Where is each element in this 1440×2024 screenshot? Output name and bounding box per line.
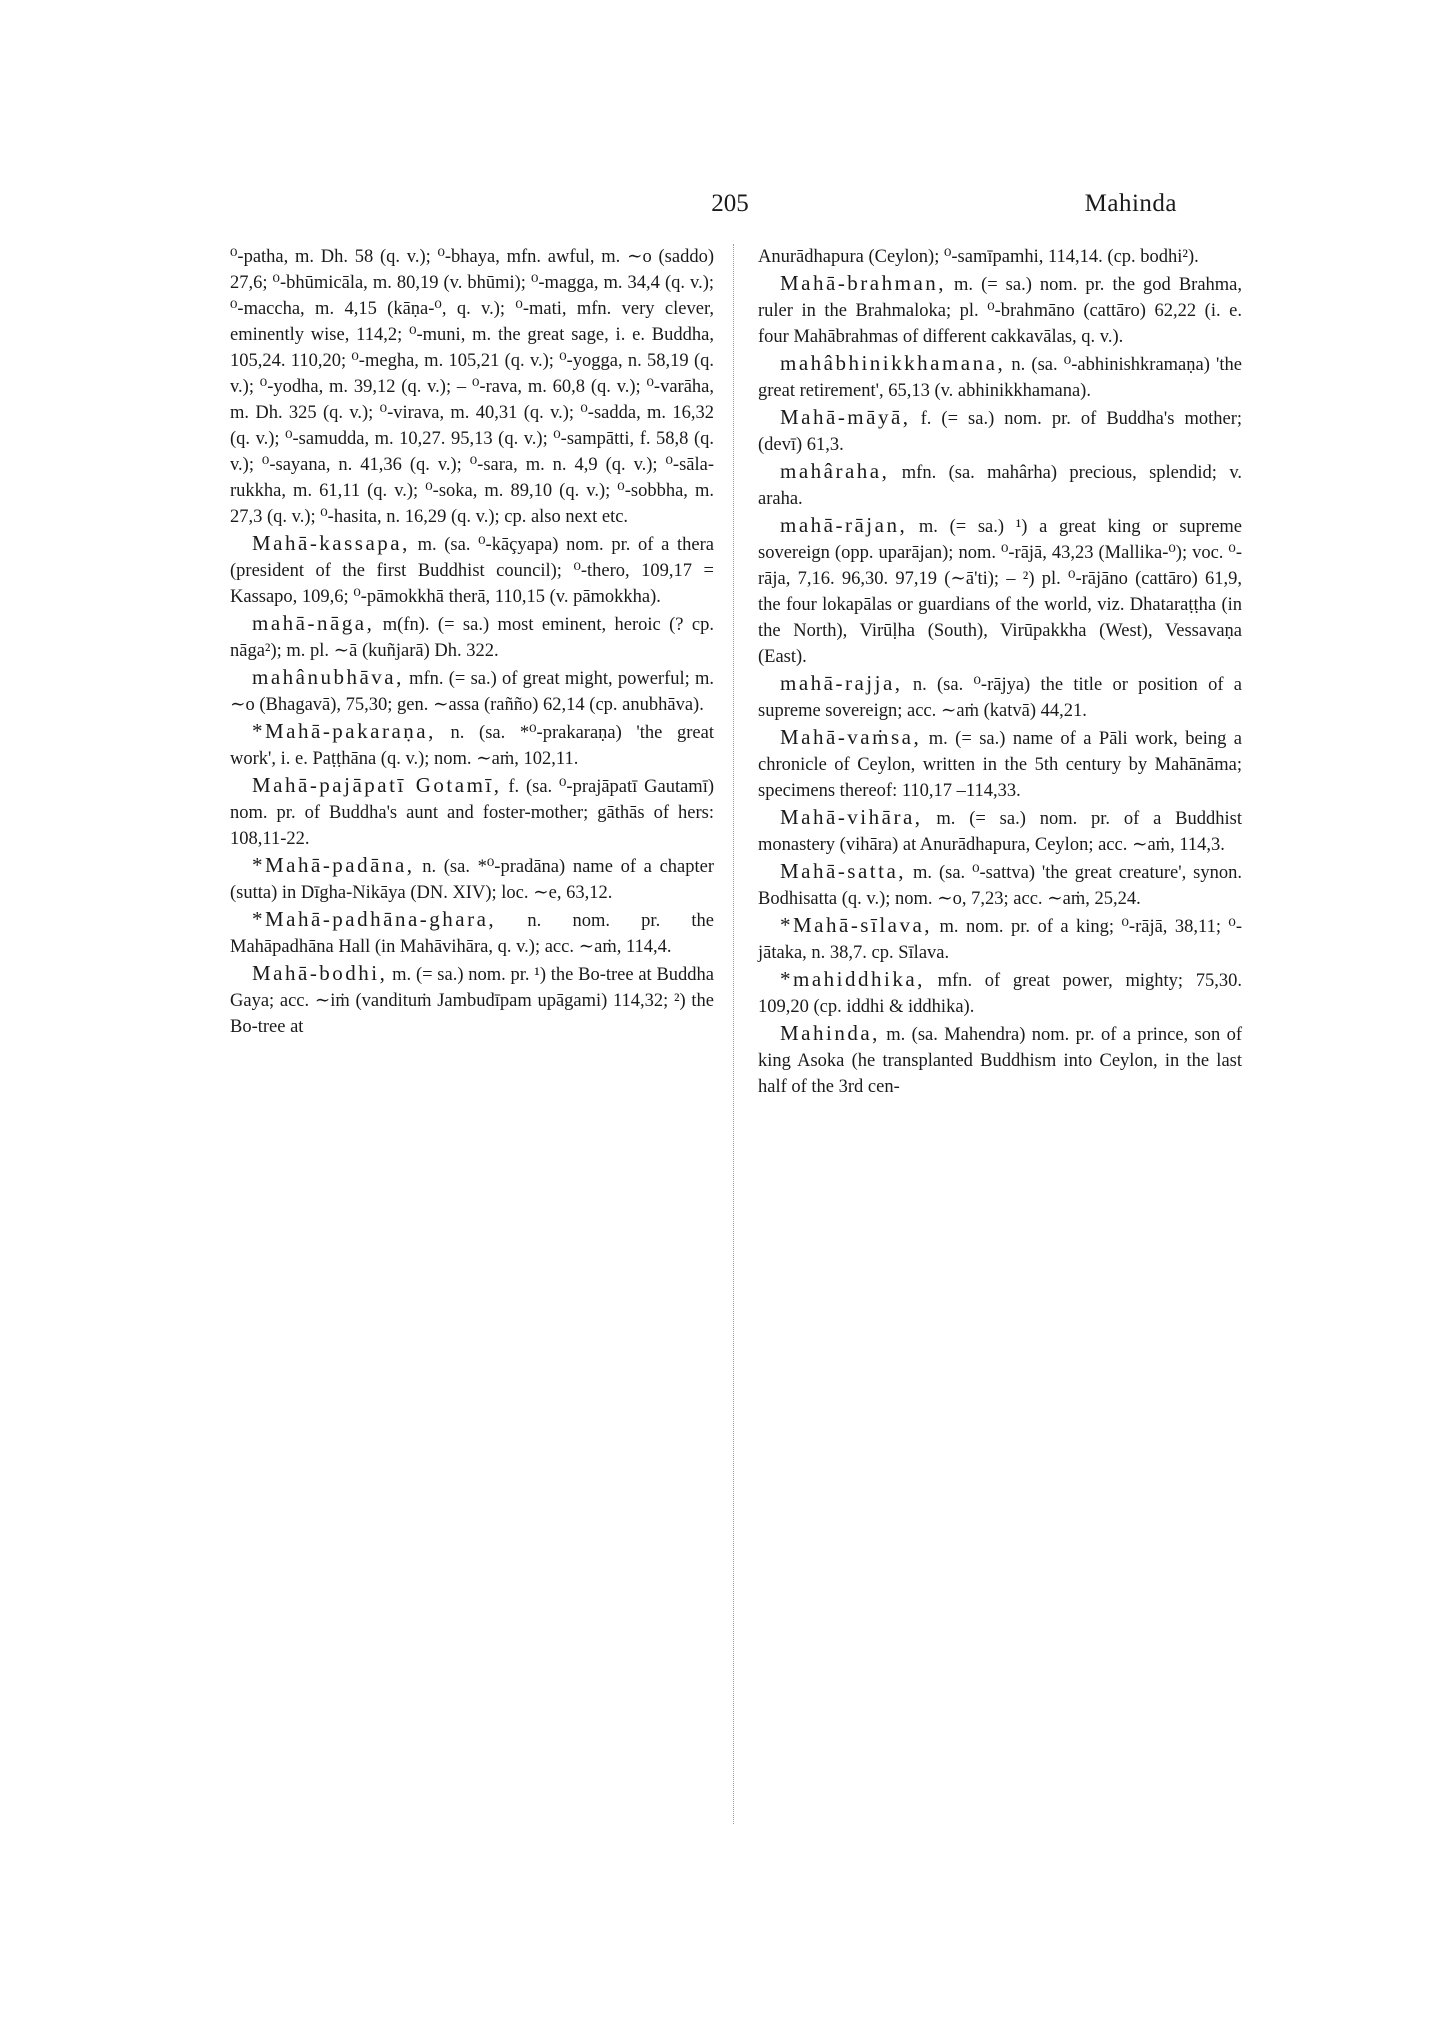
entry-text: n. nom. pr. the Mahāpadhāna Hall (in Mahāvihāra, q. v.); acc. ∼aṁ, 114,4. [230, 911, 715, 957]
entry-text: m. (= sa.) ¹) a great king or supreme sovereign (opp. uparājan); nom. ⁰-rājā, 43,23 (Mallika-⁰); voc. ⁰-rāja, 7,16. 96,30. 97,19 (∼ā'ti); – ²) pl. ⁰-rājāno (cattāro) 61,9, the four lokapālas or guardians of the world, viz. Dhataraṭṭha (in the North), Virūḷha (South), Virūpakkha (West), Vessavaṇa (East). [758, 517, 1243, 667]
entry-text: n. (sa. ⁰-abhinishkramaṇa) 'the great retirement', 65,13 (v. abhinikkhamana). [758, 355, 1242, 401]
right-column [758, 244, 1242, 1100]
entry-headword: Mahā-bodhi, [252, 961, 388, 985]
entry-headword: Mahā-pajāpatī Gotamī, [252, 773, 502, 797]
entry-headword: Mahā-vihāra, [780, 805, 923, 829]
entry-headword: mahâraha, [780, 459, 890, 483]
entry-headword: *Mahā-padhāna-ghara, [252, 907, 497, 931]
entry-text: Anurādhapura (Ceylon); ⁰-samīpamhi, 114,14. (cp. bodhi²). [758, 247, 1199, 267]
entry-headword: mahânubhāva, [252, 665, 404, 689]
entry-text: n. (sa. ⁰-rājya) the title or position of a supreme sovereign; acc. ∼aṁ (katvā) 44,21. [758, 675, 1242, 721]
entry-headword: mahā-nāga, [252, 611, 375, 635]
page-number: 205 [711, 190, 749, 217]
dictionary-entry [230, 772, 714, 852]
column-divider [733, 244, 734, 1824]
entry-text: m. (= sa.) name of a Pāli work, being a chronicle of Ceylon, written in the 5th century by Mahānāma; specimens thereof: 110,17 –114,33. [758, 729, 1243, 801]
entry-text: mfn. (= sa.) of great might, powerful; m. ∼o (Bhagavā), 75,30; gen. ∼assa (rañño) 62,14 (cp. anubhāva). [230, 669, 714, 715]
dictionary-entry [758, 858, 1242, 912]
dictionary-entry [758, 270, 1242, 350]
entry-headword: Mahā-kassapa, [252, 531, 410, 555]
entry-text: m(fn). (= sa.) most eminent, heroic (? cp. nāga²); m. pl. ∼ā (kuñjarā) Dh. 322. [230, 615, 714, 661]
entry-text: f. (sa. ⁰-prajāpatī Gautamī) nom. pr. of Buddha's aunt and foster-mother; gāthās of hers: 108,11-22. [230, 777, 714, 849]
entry-text: mfn. (sa. mahârha) precious, splendid; v. araha. [758, 463, 1242, 509]
dictionary-entry [758, 404, 1242, 458]
entry-headword: Mahā-satta, [780, 859, 907, 883]
dictionary-entry [230, 244, 714, 530]
dictionary-entry [230, 960, 714, 1040]
dictionary-entry [758, 1020, 1242, 1100]
dictionary-entry [758, 966, 1242, 1020]
dictionary-entry [758, 512, 1242, 670]
entry-headword: Mahā-brahman, [780, 271, 947, 295]
entry-text: m. (= sa.) nom. pr. of a Buddhist monastery (vihāra) at Anurādhapura, Ceylon; acc. ∼aṁ, 114,3. [758, 809, 1243, 855]
dictionary-entry [230, 610, 714, 664]
entry-headword: mahā-rājan, [780, 513, 908, 537]
entry-text: m. (sa. ⁰-sattva) 'the great creature', synon. Bodhisatta (q. v.); nom. ∼o, 7,23; acc. ∼aṁ, 25,24. [758, 863, 1242, 909]
entry-headword: Mahā-māyā, [780, 405, 911, 429]
entry-headword: *Mahā-pakaraṇa, [252, 719, 436, 743]
entry-text: m. nom. pr. of a king; ⁰-rājā, 38,11; ⁰-jātaka, n. 38,7. cp. Sīlava. [758, 917, 1243, 963]
entry-text: n. (sa. *⁰-pradāna) name of a chapter (sutta) in Dīgha-Nikāya (DN. XIV); loc. ∼e, 63,12. [230, 857, 714, 903]
dictionary-entry [758, 458, 1242, 512]
dictionary-entry [230, 718, 714, 772]
dictionary-entry [758, 670, 1242, 724]
dictionary-entry [230, 530, 714, 610]
entry-text: m. (= sa.) nom. pr. ¹) the Bo-tree at Buddha Gaya; acc. ∼iṁ (vandituṁ Jambudīpam upāgami) 114,32; ²) the Bo-tree at [230, 965, 714, 1037]
left-column [230, 244, 714, 1040]
entry-headword: *Mahā-sīlava, [780, 913, 933, 937]
entry-text: m. (sa. Mahendra) nom. pr. of a prince, son of king Asoka (he transplanted Buddhism into Ceylon, in the last half of the 3rd cen- [758, 1025, 1243, 1097]
entry-text: ⁰-patha, m. Dh. 58 (q. v.); ⁰-bhaya, mfn. awful, m. ∼o (saddo) 27,6; ⁰-bhūmicāla, m. 80,19 (v. bhūmi); ⁰-magga, m. 34,4 (q. v.); ⁰-maccha, m. 4,15 (kāṇa-⁰, q. v.); ⁰-mati, mfn. very clever, eminently wise, 114,2; ⁰-muni, m. the great sage, i. e. Buddha, 105,24. 110,20; ⁰-megha, m. 105,21 (q. v.); ⁰-yogga, n. 58,19 (q. v.); ⁰-yodha, m. 39,12 (q. v.); – ⁰-rava, m. 60,8 (q. v.); ⁰-varāha, m. Dh. 325 (q. v.); ⁰-virava, m. 40,31 (q. v.); ⁰-sadda, m. 16,32 (q. v.); ⁰-samudda, m. 10,27. 95,13 (q. v.); ⁰-sampātti, f. 58,8 (q. v.); ⁰-sayana, n. 41,36 (q. v.); ⁰-sara, m. n. 4,9 (q. v.); ⁰-sāla-rukkha, m. 61,11 (q. v.); ⁰-soka, m. 89,10 (q. v.); ⁰-sobbha, m. 27,3 (q. v.); ⁰-hasita, n. 16,29 (q. v.); cp. also next etc. [230, 247, 714, 527]
dictionary-entry [230, 852, 714, 906]
entry-text: m. (sa. ⁰-kāçyapa) nom. pr. of a thera (president of the first Buddhist council); ⁰-thero, 109,17 = Kassapo, 109,6; ⁰-pāmokkhā therā, 110,15 (v. pāmokkha). [230, 535, 715, 607]
entry-text: f. (= sa.) nom. pr. of Buddha's mother; (devī) 61,3. [758, 409, 1242, 455]
entry-headword: Mahinda, [780, 1021, 880, 1045]
dictionary-entry [230, 906, 714, 960]
entry-text: n. (sa. *⁰-prakaraṇa) 'the great work', i. e. Paṭṭhāna (q. v.); nom. ∼aṁ, 102,11. [230, 723, 714, 769]
entry-headword: mahâbhinikkhamana, [780, 351, 1006, 375]
entry-headword: *Mahā-padāna, [252, 853, 415, 877]
dictionary-entry [758, 724, 1242, 804]
entry-headword: Mahā-vaṁsa, [780, 725, 922, 749]
dictionary-entry [758, 804, 1242, 858]
dictionary-entry [230, 664, 714, 718]
entry-headword: mahā-rajja, [780, 671, 903, 695]
entry-text: m. (= sa.) nom. pr. the god Brahma, ruler in the Brahmaloka; pl. ⁰-brahmāno (cattāro) 62,22 (i. e. four Mahābrahmas of different cakkavālas, q. v.). [758, 275, 1243, 347]
entry-text: mfn. of great power, mighty; 75,30. 109,20 (cp. iddhi & iddhika). [758, 971, 1242, 1017]
entry-headword: *mahiddhika, [780, 967, 925, 991]
dictionary-entry [758, 912, 1242, 966]
dictionary-entry [758, 244, 1242, 270]
running-title: Mahinda [1084, 190, 1177, 217]
dictionary-entry [758, 350, 1242, 404]
